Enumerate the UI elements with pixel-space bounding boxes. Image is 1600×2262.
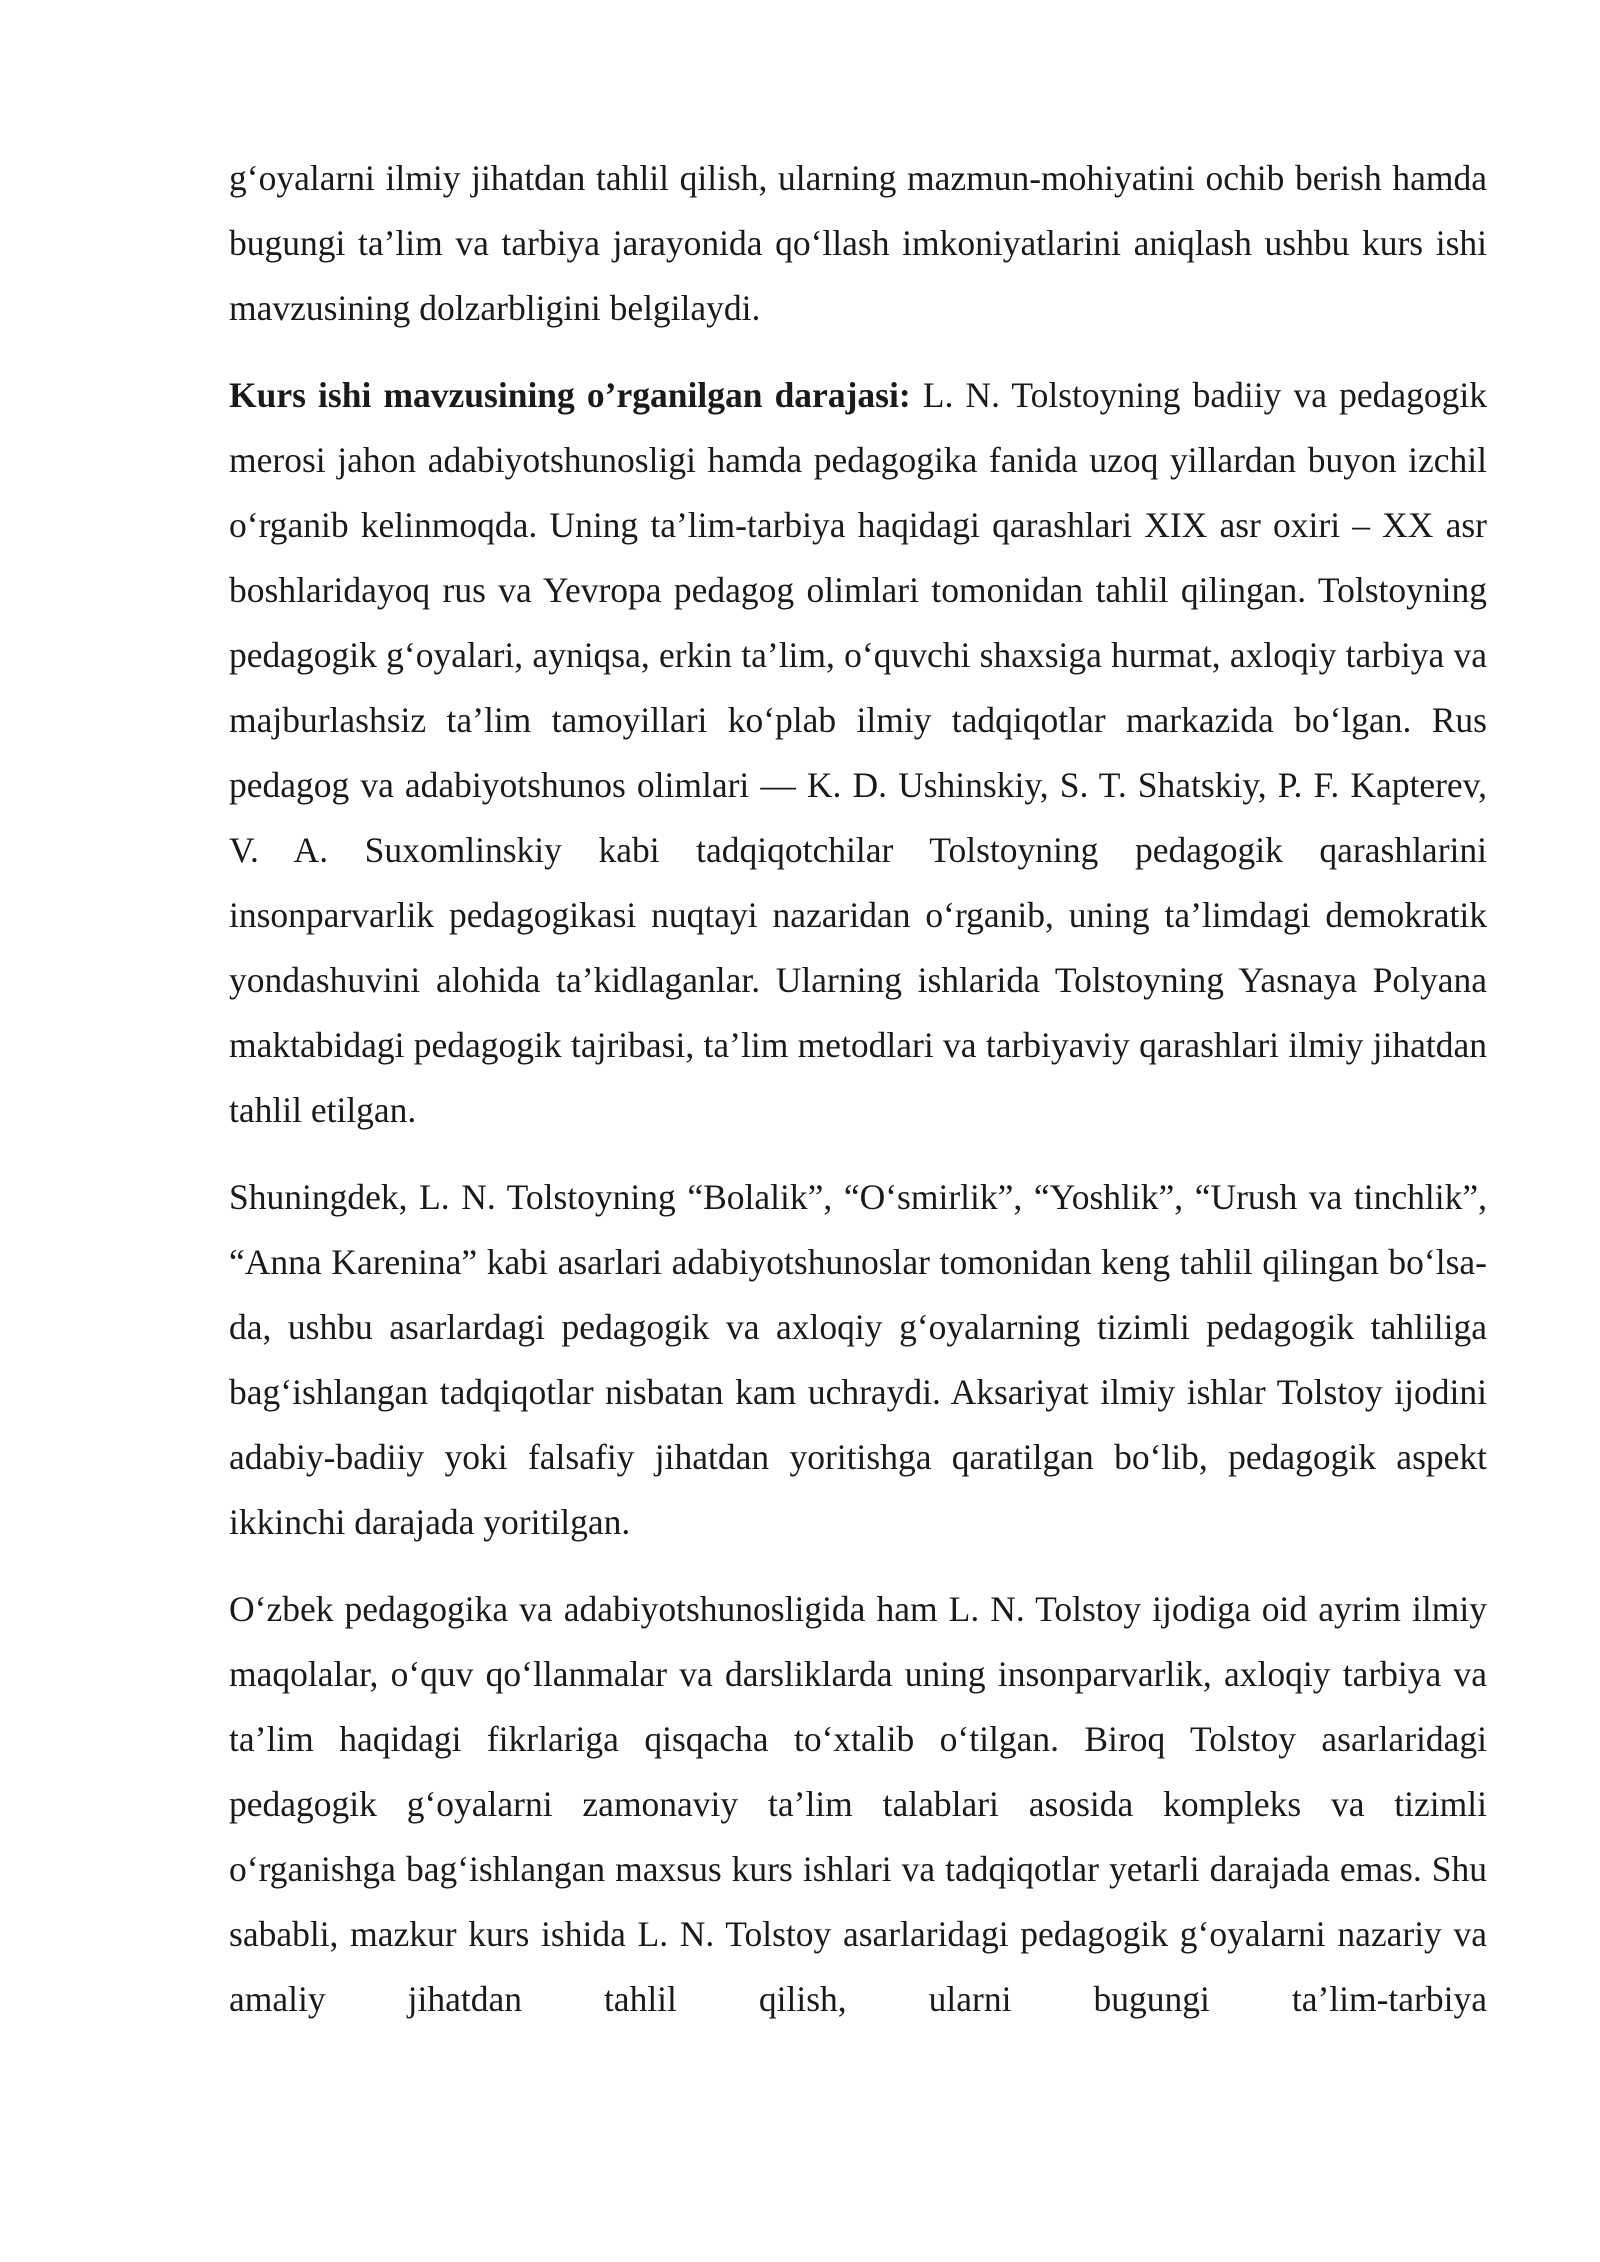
paragraph-literary-works [229, 1165, 1487, 1555]
paragraph-relevance-end [229, 146, 1487, 341]
document-body [229, 146, 1487, 2054]
paragraph-text: L. N. Tolstoyning badiiy va pedagogik merosi jahon adabiyotshunosligi hamda pedagogika fanida uzoq yillardan buyon izchil o‘rganib kelinmoqda. Uning ta’lim-tarbiya haqidagi qarashlari XIX asr oxiri – XX asr boshlaridayoq rus va Yevropa pedagog olimlari tomonidan tahlil qilingan. Tolstoyning pedagogik g‘oyalari, ayniqsa, erkin ta’lim, o‘quvchi shaxsiga hurmat, axloqiy tarbiya va majburlashsiz ta’lim tamoyillari ko‘plab ilmiy tadqiqotlar markazida bo‘lgan. Rus pedagog va adabiyotshunos olimlari — K. D. Ushinskiy, S. T. Shatskiy, P. F. Kapterev, V. A. Suxomlinskiy kabi tadqiqotchilar Tolstoyning pedagogik qarashlarini insonparvarlik pedagogikasi nuqtayi nazaridan o‘rganib, uning ta’limdagi demokratik yondashuvini alohida ta’kidlaganlar. Ularning ishlarida Tolstoyning Yasnaya Polyana maktabidagi pedagogik tajribasi, ta’lim metodlari va tarbiyaviy qarashlari ilmiy jihatdan tahlil etilgan. [229, 375, 1487, 1130]
paragraph-uzbek-studies [229, 1577, 1487, 2032]
paragraph-text: Shuningdek, L. N. Tolstoyning “Bolalik”, “O‘smirlik”, “Yoshlik”, “Urush va tinchlik”, “Anna Karenina” kabi asarlari adabiyotshunoslar tomonidan keng tahlil qilingan bo‘lsa-da, ushbu asarlardagi pedagogik va axloqiy g‘oyalarning tizimli pedagogik tahliliga bag‘ishlangan tadqiqotlar nisbatan kam uchraydi. Aksariyat ilmiy ishlar Tolstoy ijodini adabiy-badiiy yoki falsafiy jihatdan yoritishga qaratilgan bo‘lib, pedagogik aspekt ikkinchi darajada yoritilgan. [229, 1177, 1487, 1542]
paragraph-text: O‘zbek pedagogika va adabiyotshunosligida ham L. N. Tolstoy ijodiga oid ayrim ilmiy maqolalar, o‘quv qo‘llanmalar va darsliklarda uning insonparvarlik, axloqiy tarbiya va ta’lim haqidagi fikrlariga qisqacha to‘xtalib o‘tilgan. Biroq Tolstoy asarlaridagi pedagogik g‘oyalarni zamonaviy ta’lim talablari asosida kompleks va tizimli o‘rganishga bag‘ishlangan maxsus kurs ishlari va tadqiqotlar yetarli darajada emas. Shu sababli, mazkur kurs ishida L. N. Tolstoy asarlaridagi pedagogik g‘oyalarni nazariy va amaliy jihatdan tahlil qilish, ularni bugungi ta’lim-tarbiya [229, 1589, 1487, 2019]
paragraph-study-degree [229, 363, 1487, 1143]
paragraph-text: g‘oyalarni ilmiy jihatdan tahlil qilish, ularning mazmun-mohiyatini ochib berish hamda bugungi ta’lim va tarbiya jarayonida qo‘llash imkoniyatlarini aniqlash ushbu kurs ishi mavzusining dolzarbligini belgilaydi. [229, 158, 1487, 328]
paragraph-heading: Kurs ishi mavzusining o’rganilgan darajasi: [229, 375, 911, 415]
